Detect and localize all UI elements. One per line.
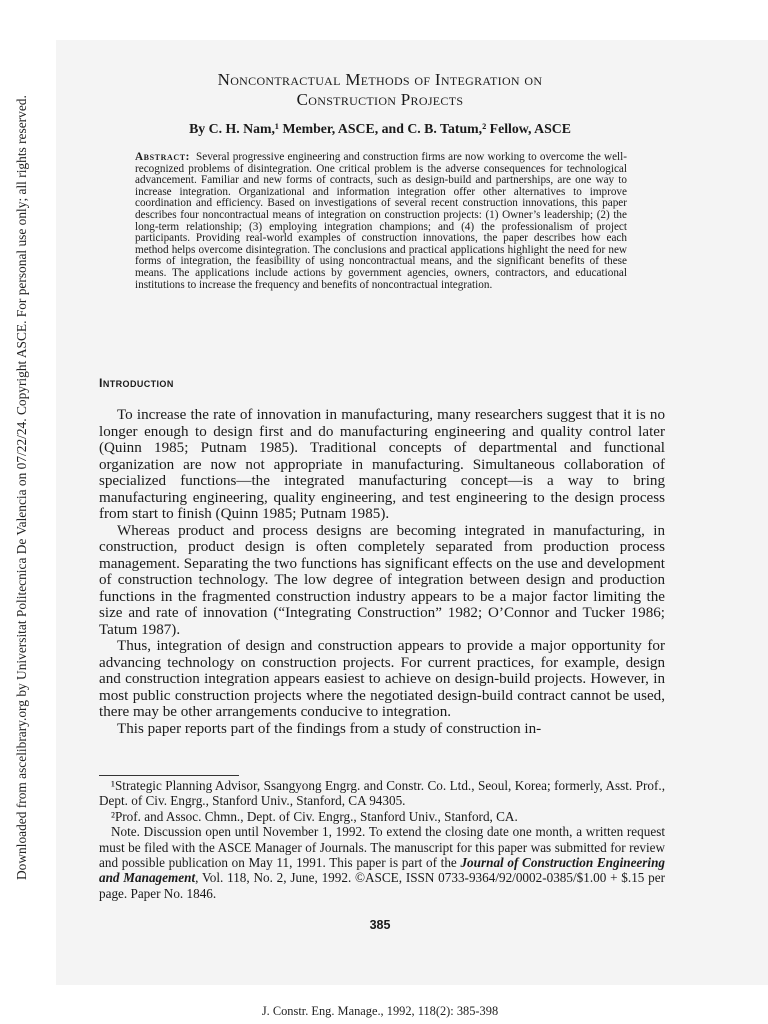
paragraph: To increase the rate of innovation in manufacturing, many researchers suggest that it is no longer enough to design first and do manufacturing engineering and quality control later (Quinn 1985; Putnam 1985). Traditional concepts of departmental and functional organization are now not appropriate in manufacturing. Simultaneous collaboration of specialized functions—the integrated manufacturing concept—is a way to bring manufacturing engineering, quality engineering, and test engineering to the design process from start to finish (Quinn 1985; Putnam 1985). — [99, 407, 665, 522]
author-byline: By C. H. Nam,¹ Member, ASCE, and C. B. Tatum,² Fellow, ASCE — [189, 121, 571, 136]
paragraph: Whereas product and process designs are becoming integrated in manufacturing, in construction, product design is often completely separated from production process management. Separating the two functions has significant effects on the use and development of construction technology. The low degree of integration between design and production functions in the fragmented construction industry appears to be a major factor limiting the size and rate of innovation (“Integrating Construction” 1982; O’Connor and Tucker 1986; Tatum 1987). — [99, 522, 665, 638]
paragraph: This paper reports part of the findings from a study of construction in- — [117, 720, 542, 737]
discussion-note — [99, 824, 665, 901]
citation-footer: J. Constr. Eng. Manage., 1992, 118(2): 385-398 — [261, 1004, 499, 1018]
paragraph: Thus, integration of design and construction appears to provide a major opportunity for advancing technology on construction projects. For current practices, for example, design and construction integration appears easiest to achieve on design-build projects. However, in most public construction projects where the negotiated design-build contract cannot be used, there may be other arrangements conducive to integration. — [99, 638, 665, 720]
note-text-end: , Vol. 118, No. 2, June, 1992. ©ASCE, ISSN 0733-9364/92/0002-0385/$1.00 + $.15 per page. Paper No. 1846. — [99, 870, 665, 901]
abstract-label: Abstract: — [135, 151, 190, 163]
body-text — [99, 407, 665, 737]
footnotes — [99, 778, 665, 901]
paper-title-line-2: Construction Projects — [296, 90, 464, 109]
journal-name: Journal of Construction Engineering and Management — [99, 855, 665, 886]
section-heading-introduction: Introduction — [99, 376, 174, 390]
abstract — [135, 152, 627, 291]
footnote-1: ¹Strategic Planning Advisor, Ssangyong Engrg. and Constr. Co. Ltd., Seoul, Korea; formerly, Asst. Prof., Dept. of Civ. Engrg., Stanford Univ., Stanford, CA 94305. — [99, 778, 665, 809]
page-number: 385 — [369, 918, 391, 932]
note-text-start: Note. Discussion open until November 1, 1992. To extend the closing date one month, a written request must be filed with the ASCE Manager of Journals. The manuscript for this paper was submitted for review and possible publication on May 11, 1991. This paper is part of the — [99, 824, 665, 871]
download-watermark — [0, 0, 29, 1024]
paper-title-line-1: Noncontractual Methods of Integration on — [217, 70, 543, 89]
download-notice: Downloaded from ascelibrary.org by Universitat Politecnica De Valencia on 07/22/24. Copyright ASCE. For personal use only; all rights reserved. — [14, 95, 29, 880]
footnote-divider — [99, 775, 239, 776]
abstract-text: Several progressive engineering and construction firms are now working to overcome the well-recognized problems of disintegration. One critical problem is the adverse consequences for technological advancement. Familiar and new forms of contracts, such as design-build and partnerships, are one way to increase integration. Organizational and information integration offer other alternatives to improve coordination and efficiency. Based on investigations of several recent construction innovations, this paper describes four noncontractual means of integration on construction projects: (1) Owner’s leadership; (2) the long-term relationship; (3) employing integration champions; and (4) the professionalism of project participants. Providing real-world examples of construction innovations, the paper describes how each method helps overcome disintegration. The conclusions and practical applications highlight the need for new forms of integration, the feasibility of using noncontractual means, and the significant benefits of these means. The applications include actions by government agencies, owners, contractors, and educational institutions to increase the frequency and benefits of noncontractual integration. — [135, 151, 627, 291]
footnote-2: ²Prof. and Assoc. Chmn., Dept. of Civ. Engrg., Stanford Univ., Stanford, CA. — [111, 808, 518, 824]
